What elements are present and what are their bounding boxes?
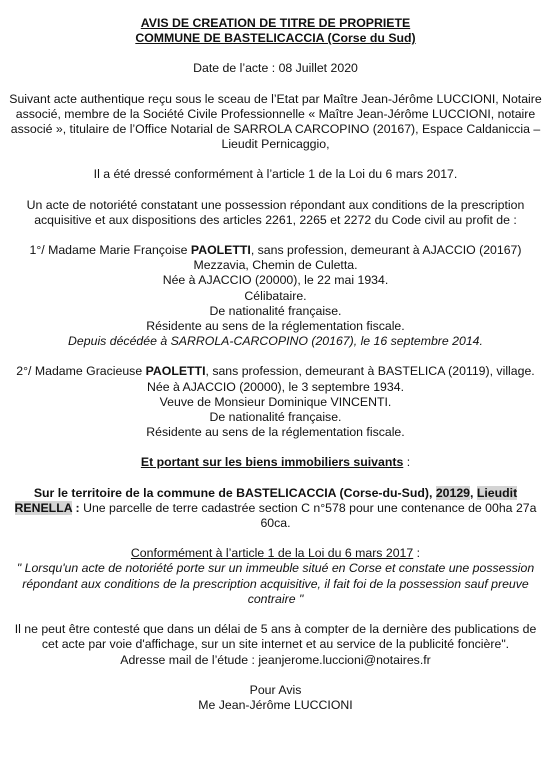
beneficiary-1-death: Depuis décédée à SARROLA-CARCOPINO (20167), le 16 septembre 2014. — [68, 334, 483, 349]
beneficiary-2-identity — [8, 364, 543, 379]
beneficiary-1-identity — [8, 243, 543, 273]
signature-line-2: Me Jean-Jérôme LUCCIONI — [198, 697, 353, 712]
conformity-block — [8, 546, 543, 607]
intro-paragraph: Suivant acte authentique reçu sous le sceau de l’Etat par Maître Jean-Jérôme LUCCIONI, Notaire associé, membre de la Société Civile Professionnelle « Maître Jean-Jérôme LUCCIONI, notaire associé », titulaire de l’Office Notarial de SARROLA CARCOPINO (20167), Espace Caldaniccia – Lieudit Pernicaggio, — [9, 91, 542, 152]
conformity-heading-text: Conformément à l’article 1 de la Loi du 6 mars 2017 — [130, 546, 414, 561]
beneficiary-2-prefix: 2°/ Madame Gracieuse — [16, 364, 146, 379]
signature-block — [8, 683, 543, 713]
beneficiary-2-nationality: De nationalité française. — [209, 410, 342, 425]
beneficiary-2-status: Veuve de Monsieur Dominique VINCENTI. — [159, 394, 392, 409]
properties-heading-colon: : — [403, 455, 411, 470]
properties-heading — [8, 455, 543, 470]
beneficiary-1-address: , sans profession, demeurant à AJACCIO (20167) Mezzavia, Chemin de Culetta. — [193, 243, 522, 273]
property-lieudit: Lieudit RENELLA — [14, 485, 518, 515]
law-reference: Il a été dressé conformément à l’article 1 de la Loi du 6 mars 2017. — [93, 167, 458, 182]
property-postcode: 20129 — [435, 485, 471, 500]
office-email: Adresse mail de l’étude : jeanjerome.luccioni@notaires.fr — [120, 652, 431, 667]
contest-paragraph: Il ne peut être contesté que dans un délai de 5 ans à compter de la dernière des publications de cet acte par voie d'affichage, sur un site internet et au service de la publicité foncière". — [14, 622, 537, 652]
act-date: Date de l’acte : 08 Juillet 2020 — [193, 61, 358, 76]
document — [8, 0, 543, 713]
property-parcel: Une parcelle de terre cadastrée section C n°578 pour une contenance de 00ha 27a 60ca. — [79, 500, 537, 531]
beneficiary-1-nationality: De nationalité française. — [209, 303, 342, 318]
beneficiary-1-birth: Née à AJACCIO (20000), le 22 mai 1934. — [162, 273, 389, 288]
conformity-heading-colon: : — [413, 546, 421, 561]
properties-heading-text: Et portant sur les biens immobiliers suivants — [140, 455, 404, 470]
beneficiary-2 — [8, 364, 543, 440]
beneficiary-1-surname: PAOLETTI — [190, 243, 251, 258]
title-line-2: COMMUNE DE BASTELICACCIA (Corse du Sud) — [135, 31, 416, 46]
contest-block — [8, 622, 543, 668]
conformity-quote: " Lorsqu'un acte de notoriété porte sur un immeuble situé en Corse et constate une possession répondant aux conditions de la prescription acquisitive, il fait foi de la possession sauf preuve contraire " — [16, 561, 535, 606]
beneficiary-2-address: , sans profession, demeurant à BASTELICA (20119), village. — [205, 364, 535, 379]
beneficiary-2-birth: Née à AJACCIO (20000), le 3 septembre 1934. — [146, 379, 404, 394]
conformity-heading — [8, 546, 543, 561]
beneficiary-1-residence: Résidente au sens de la réglementation fiscale. — [146, 319, 405, 334]
notoriety-paragraph: Un acte de notoriété constatant une possession répondant aux conditions de la prescription acquisitive et aux dispositions des articles 2261, 2265 et 2272 du Code civil au profit de : — [26, 197, 525, 227]
document-title — [8, 16, 543, 46]
beneficiary-2-surname: PAOLETTI — [145, 364, 206, 379]
property-commune: Sur le territoire de la commune de BASTELICACCIA (Corse-du-Sud), — [33, 485, 436, 500]
beneficiary-1-prefix: 1°/ Madame Marie Françoise — [29, 243, 191, 258]
title-line-1: AVIS DE CREATION DE TITRE DE PROPRIETE — [140, 16, 411, 30]
property-description — [8, 486, 543, 532]
beneficiary-2-residence: Résidente au sens de la réglementation fiscale. — [146, 425, 405, 440]
property-comma: , — [470, 485, 474, 500]
beneficiary-1-status: Célibataire. — [244, 288, 307, 303]
signature-line-1: Pour Avis — [249, 682, 302, 697]
property-colon: : — [72, 500, 80, 515]
beneficiary-1 — [8, 243, 543, 349]
